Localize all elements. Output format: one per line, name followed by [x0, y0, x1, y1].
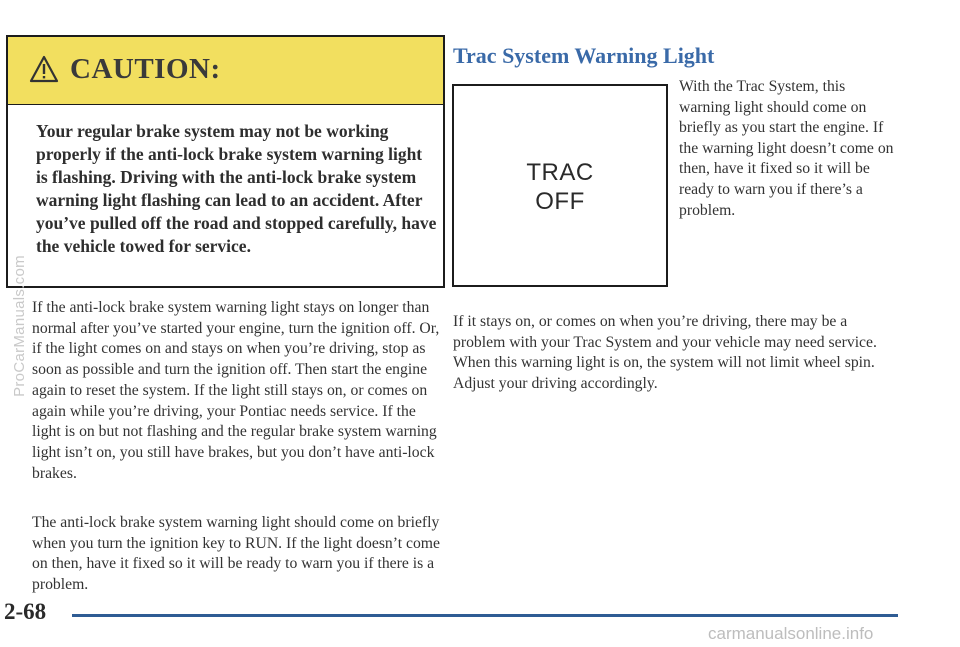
- trac-service-paragraph: If it stays on, or comes on when you’re driving, there may be a problem with your Trac System and your vehicle may need service. When this warning light is on, the system will not limit wheel spin. Adjust your driving accordingly.: [453, 313, 877, 393]
- indicator-line-trac: TRAC: [526, 159, 594, 186]
- footer-rule: [72, 614, 898, 617]
- abs-warning-paragraph: If the anti-lock brake system warning light stays on longer than normal after you’ve started your engine, turn the ignition off. Or, if the light comes on and stays on when you’re driving, stop as soon as possible and turn the ignition off. Then start the engine again to reset the system. If the light still stays on, or comes on again while you’re driving, your Pontiac needs service. If the light is on but not flashing and the regular brake system warning light isn’t on, you still have brakes, but you don’t have anti-lock brakes.: [32, 299, 440, 482]
- warning-triangle-icon: [29, 55, 59, 83]
- caution-title: CAUTION:: [70, 53, 221, 85]
- bottom-watermark: carmanualsonline.info: [708, 624, 874, 643]
- page-number: 2-68: [4, 599, 47, 624]
- indicator-line-off: OFF: [535, 188, 585, 215]
- trac-off-indicator: [452, 84, 668, 287]
- side-watermark: ProCarManuals.com: [11, 255, 28, 397]
- trac-intro-paragraph: With the Trac System, this warning light should come on briefly as you start the engine. If the warning light doesn’t come on then, have it fixed so it will be ready to warn you if there’s a problem.: [679, 78, 894, 219]
- caution-text: Your regular brake system may not be working properly if the anti-lock brake system warning light is flashing. Driving with the anti-lock brake system warning light flashing can lead to an accident. After you’ve pulled off the road and stopped carefully, have the vehicle towed for service.: [36, 121, 437, 256]
- abs-check-paragraph: The anti-lock brake system warning light should come on briefly when you turn the ignition key to RUN. If the light doesn’t come on then, have it fixed so it will be ready to warn you if there is a problem.: [32, 514, 440, 594]
- caution-header: [8, 37, 443, 105]
- caution-box: [6, 35, 445, 288]
- section-title: Trac System Warning Light: [453, 43, 715, 68]
